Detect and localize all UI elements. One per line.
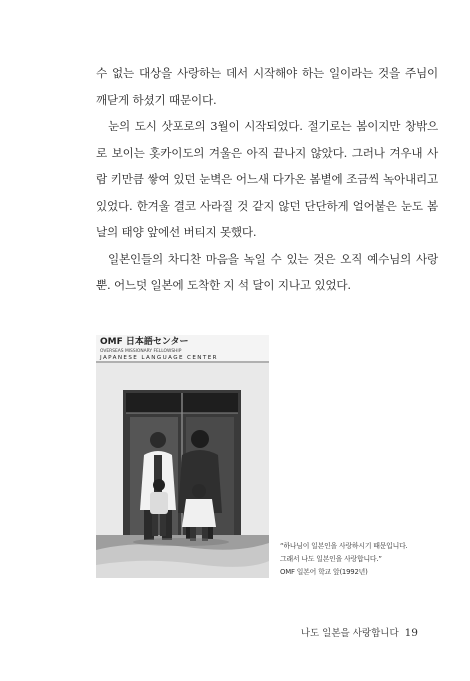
sign-english-1: OVERSEAS MISSIONARY FELLOWSHIP bbox=[100, 349, 182, 354]
page-number: 19 bbox=[404, 627, 418, 639]
caption-line-2: 그래서 나도 일본인을 사랑합니다.” bbox=[280, 555, 382, 563]
sign-english-2: JAPANESE LANGUAGE CENTER bbox=[100, 355, 218, 361]
photo-caption bbox=[280, 540, 450, 579]
sign-top: OMF 日本語センター bbox=[100, 337, 189, 347]
paragraph-3: 일본인들의 차디찬 마음을 녹일 수 있는 것은 오직 예수님의 사랑뿐. 어느덧 일본에 도착한 지 석 달이 지나고 있었다. bbox=[96, 251, 438, 292]
paragraph-1: 수 없는 대상을 사랑하는 데서 시작해야 하는 일이라는 것을 주님이 깨닫게 하셨기 때문이다. bbox=[96, 66, 438, 107]
page-footer bbox=[301, 625, 418, 639]
caption-line-3: OMF 일본어 학교 앞(1992년) bbox=[280, 568, 368, 576]
paragraph-2: 눈의 도시 삿포로의 3월이 시작되었다. 절기로는 봄이지만 창밖으로 보이는 홋카이도의 겨울은 아직 끝나지 않았다. 그러나 겨우내 사람 키만큼 쌓여 있던 눈벽은 어느새 다가온 봄볕에 조금씩 녹아내리고 있었다. 한겨울 결코 사라질 것 같지 않던 단단하게 얼어붙은 눈도 봄날의 태양 앞에선 버티지 못했다. bbox=[96, 119, 438, 239]
body-text bbox=[96, 60, 438, 299]
caption-line-1: “하나님이 일본인을 사랑하시기 때문입니다. bbox=[280, 542, 408, 550]
running-title: 나도 일본을 사랑합니다 bbox=[300, 628, 399, 639]
photo-illustration bbox=[96, 335, 269, 578]
photo bbox=[96, 335, 269, 578]
